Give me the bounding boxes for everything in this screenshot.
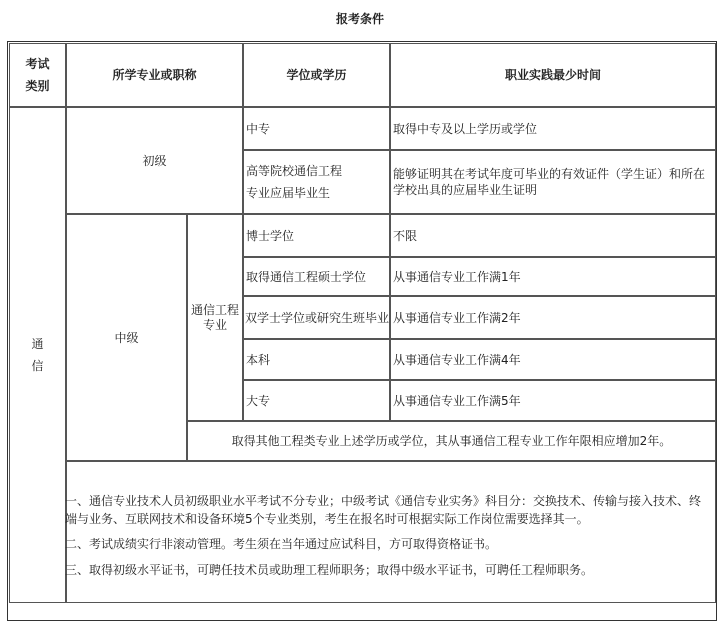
header-major: 所学专业或职称 [66,43,243,107]
intermediate-major [187,214,243,421]
junior-degree-1: 中专 [243,107,390,150]
note-1-line2: 端与业务、互联网技术和设备环境5个专业类别，考生在报名时可根据实际工作岗位需要选择其一。 [65,512,589,526]
notes-section [66,461,716,603]
intermediate-major-line1: 通信工程 [190,302,239,317]
junior-experience-2-line1: 能够证明其在考试年度可毕业的有效证件（学生证）和所在 [393,167,706,181]
category-line1: 通 [31,337,44,351]
intermediate-degree-5: 大专 [243,380,390,421]
junior-experience-1: 取得中专及以上学历或学位 [390,107,716,150]
note-1-line1: 一、通信专业技术人员初级职业水平考试不分专业；中级考试《通信专业实务》科目分：交换技术、传输与接入技术、终 [65,494,702,508]
header-category [9,43,66,107]
note-2: 二、考试成绩实行非滚动管理。考生须在当年通过应试科目，方可取得资格证书。 [65,537,498,551]
header-category-line1: 考试 [25,57,50,71]
junior-experience-2-line2: 学校出具的应届毕业生证明 [393,183,538,197]
category-communication [9,107,66,603]
junior-degree-2 [243,150,390,214]
header-degree: 学位或学历 [243,43,390,107]
intermediate-degree-2: 取得通信工程硕士学位 [243,257,390,296]
junior-experience-2 [390,150,716,214]
intermediate-major-line2: 专业 [202,317,227,332]
intermediate-experience-1: 不限 [390,214,716,257]
intermediate-experience-3: 从事通信专业工作满2年 [390,296,716,339]
junior-degree-2-line2: 专业应届毕业生 [246,186,331,200]
note-3: 三、取得初级水平证书，可聘任技术员或助理工程师职务；取得中级水平证书，可聘任工程师职务。 [65,563,594,577]
page-title: 报考条件 [335,12,384,26]
intermediate-experience-2: 从事通信专业工作满1年 [390,257,716,296]
junior-degree-2-line1: 高等院校通信工程 [246,164,343,178]
intermediate-degree-3: 双学士学位或研究生班毕业 [243,296,390,339]
intermediate-experience-5: 从事通信专业工作满5年 [390,380,716,421]
intermediate-degree-1: 博士学位 [243,214,390,257]
level-junior: 初级 [66,107,243,214]
category-line2: 信 [31,359,44,373]
other-major-note: 取得其他工程类专业上述学历或学位，其从事通信工程专业工作年限相应增加2年。 [187,421,716,461]
intermediate-degree-4: 本科 [243,339,390,380]
intermediate-experience-4: 从事通信专业工作满4年 [390,339,716,380]
level-intermediate: 中级 [66,214,187,461]
header-category-line2: 类别 [25,79,50,93]
header-experience: 职业实践最少时间 [390,43,716,107]
